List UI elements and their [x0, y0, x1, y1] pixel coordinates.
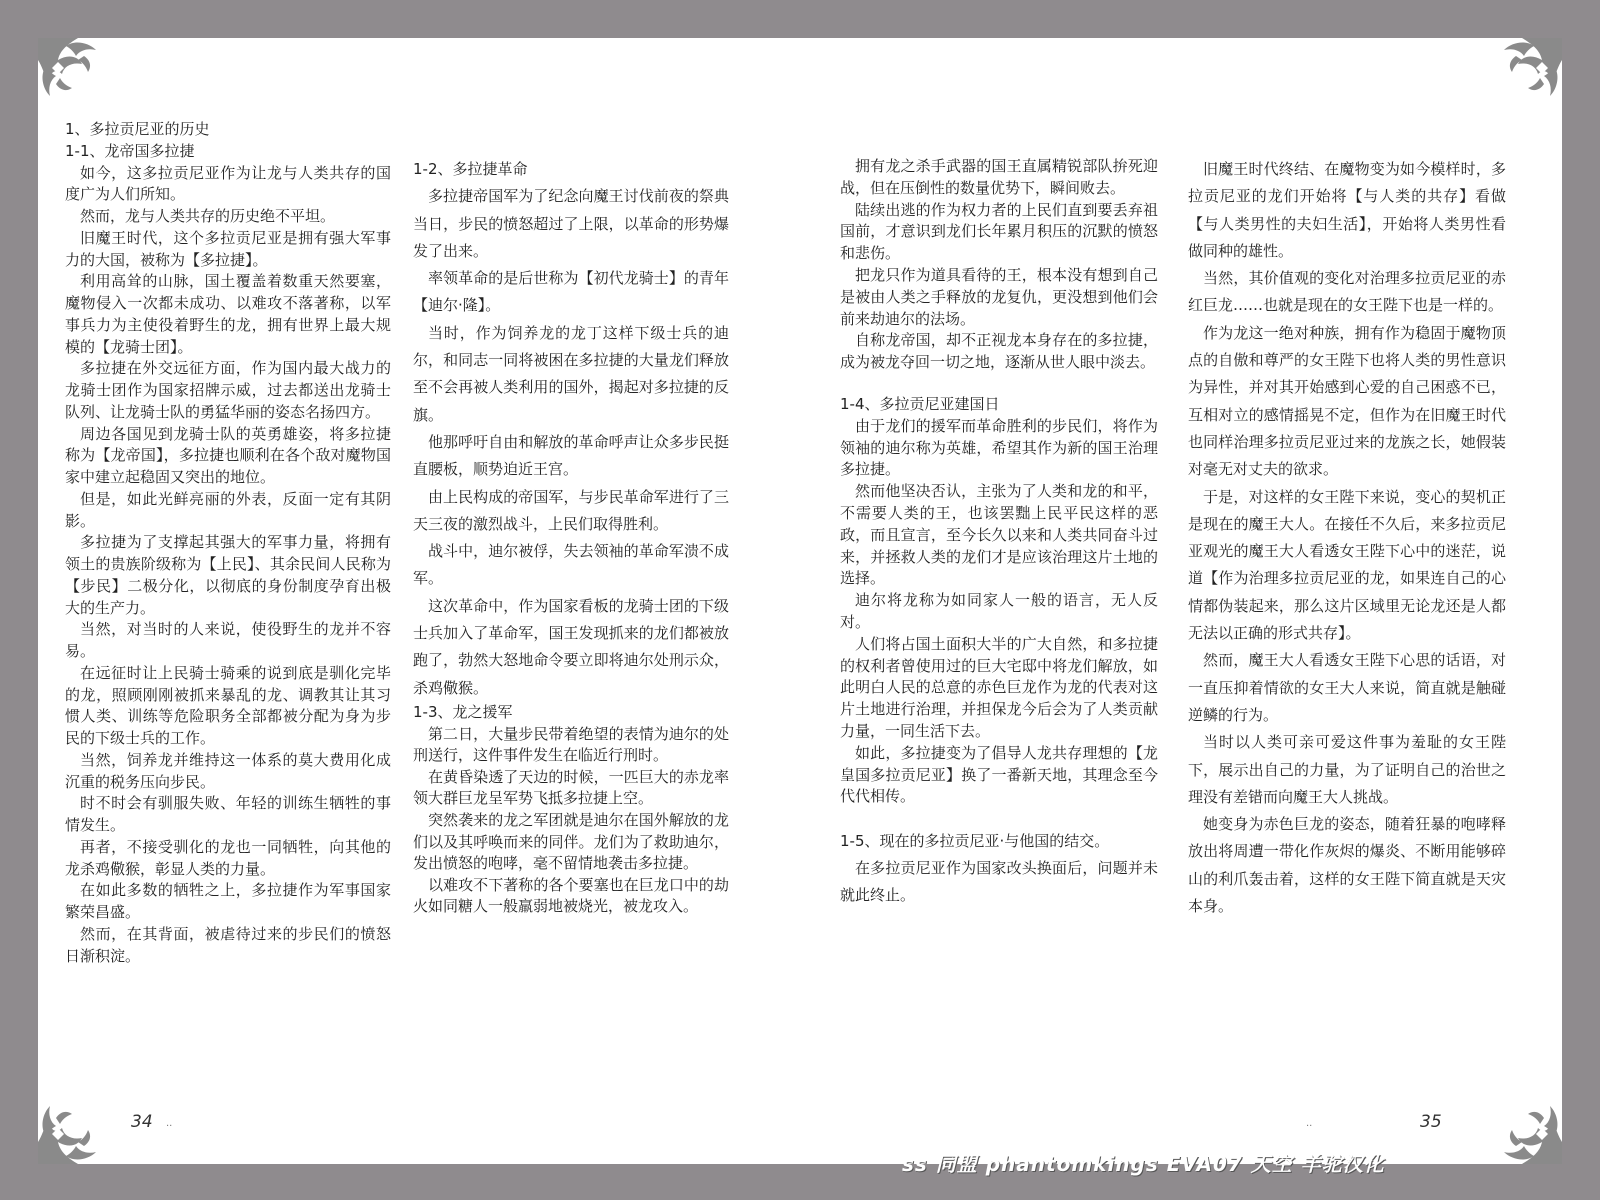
tribal-corner-ornament-icon [1490, 1092, 1562, 1164]
paragraph: 由于龙们的援军而革命胜利的步民们，将作为领袖的迪尔称为英雄，希望其作为新的国王治理多拉捷。 [840, 416, 1158, 479]
paragraph: 旧魔王时代终结、在魔物变为如今模样时，多拉贡尼亚的龙们开始将【与人类的共存】看做【与人类男性的夫妇生活】，开始将人类男性看做同种的雄性。 [1188, 160, 1506, 260]
subsection-heading: 1-5、现在的多拉贡尼亚·与他国的结交。 [840, 832, 1110, 851]
paragraph: 当时，作为饲养龙的龙丁这样下级士兵的迪尔，和同志一同将被困在多拉捷的大量龙们释放至不会再被人类利用的国外，揭起对多拉捷的反旗。 [413, 323, 729, 424]
right-column-1 [840, 156, 1158, 909]
paragraph: 于是，对这样的女王陛下来说，变心的契机正是现在的魔王大人。在接任不久后，来多拉贡尼亚观光的魔王大人看透女王陛下心中的迷茫，说道【作为治理多拉贡尼亚的龙，如果连自己的心情都伪装起来，那么这片区域里无论龙还是人都无法以正确的形式共存】。 [1188, 487, 1506, 643]
tribal-corner-ornament-icon [38, 38, 110, 110]
left-page [38, 38, 800, 1164]
paragraph: 然而，魔王大人看透女王陛下心思的话语，对一直压抑着情欲的女王大人来说，简直就是触碰逆鳞的行为。 [1188, 651, 1506, 724]
paragraph: 他那呼吁自由和解放的革命呼声让众多步民挺直腰板，顺势迫近王宫。 [413, 432, 729, 479]
section-1-3-block [413, 702, 729, 918]
paragraph: 由上民构成的帝国军，与步民革命军进行了三天三夜的激烈战斗，上民们取得胜利。 [413, 487, 729, 533]
subsection-heading: 1-3、龙之援军 [413, 702, 513, 721]
paragraph: 然而，在其背面，被虐待过来的步民们的愤怒日渐积淀。 [65, 924, 391, 965]
paragraph: 然而，龙与人类共存的历史绝不平坦。 [80, 207, 336, 225]
subsection-heading: 1-4、多拉贡尼亚建国日 [840, 394, 1000, 413]
tribal-corner-ornament-icon [1490, 38, 1562, 110]
paragraph: 周边各国见到龙骑士队的英勇雄姿，将多拉捷称为【龙帝国】，多拉捷也顺利在各个敌对魔物国家中建立起稳固又突出的地位。 [65, 424, 391, 486]
paragraph: 如今，这多拉贡尼亚作为让龙与人类共存的国度广为人们所知。 [65, 163, 391, 204]
paragraph: 率领革命的是后世称为【初代龙骑士】的青年【迪尔·隆】。 [413, 269, 729, 315]
paragraph: 在如此多数的牺牲之上，多拉捷作为军事国家繁荣昌盛。 [65, 881, 391, 921]
paragraph: 她变身为赤色巨龙的姿态，随着狂暴的咆哮释放出将周遭一带化作灰烬的爆炎、不断用能够碎山的利爪轰击着，这样的女王陛下简直就是天灾本身。 [1188, 815, 1506, 916]
book-spread [38, 38, 1562, 1164]
page-dots-right: .. [1306, 1118, 1313, 1129]
paragraph: 时不时会有驯服失败、年轻的训练生牺牲的事情发生。 [65, 794, 391, 834]
paragraph: 迪尔将龙称为如同家人一般的语言，无人反对。 [840, 591, 1158, 631]
paragraph: 战斗中，迪尔被俘，失去领袖的革命军溃不成军。 [413, 542, 729, 588]
paragraph: 当然，其价值观的变化对治理多拉贡尼亚的赤红巨龙……也就是现在的女王陛下也是一样的。 [1188, 269, 1506, 315]
paragraph: 作为龙这一绝对种族，拥有作为稳固于魔物顶点的自傲和尊严的女王陛下也将人类的男性意识为异性，并对其开始感到心爱的自己困惑不已，互相对立的感情摇晃不定，但作为在旧魔王时代也同样治理多拉贡尼亚过来的龙族之长，她假装对毫无对丈夫的欲求。 [1188, 323, 1506, 479]
paragraph: 自称龙帝国，却不正视龙本身存在的多拉捷，成为被龙夺回一切之地，逐渐从世人眼中淡去。 [840, 331, 1158, 372]
right-column-2 [1188, 156, 1506, 920]
section-heading: 1、多拉贡尼亚的历史 [65, 120, 210, 138]
paragraph: 人们将占国土面积大半的广大自然，和多拉捷的权利者曾使用过的巨大宅邸中将龙们解放，如此明白人民的总意的赤色巨龙作为龙的代表对这片土地进行治理，并担保龙今后会为了人类贡献力量，一同生活下去。 [840, 634, 1158, 740]
section-1-5-block [840, 828, 1158, 909]
paragraph: 多拉捷帝国军为了纪念向魔王讨伐前夜的祭典当日，步民的愤怒超过了上限，以革命的形势爆发了出来。 [413, 187, 729, 260]
left-column-2 [413, 156, 729, 918]
subsection-heading: 1-2、多拉捷革命 [413, 160, 528, 178]
paragraph: 当然，饲养龙并维持这一体系的莫大费用化成沉重的税务压向步民。 [65, 750, 391, 791]
paragraph: 再者，不接受驯化的龙也一同牺牲，向其他的龙杀鸡儆猴，彰显人类的力量。 [65, 837, 391, 878]
paragraph: 利用高耸的山脉，国土覆盖着数重天然要塞，魔物侵入一次都未成功、以难攻不落著称，以军事兵力为主使役着野生的龙，拥有世界上最大规模的【龙骑士团】。 [65, 272, 391, 356]
paragraph: 这次革命中，作为国家看板的龙骑士团的下级士兵加入了革命军，国王发现抓来的龙们都被放跑了，勃然大怒地命令要立即将迪尔处刑示众，杀鸡儆猴。 [413, 596, 729, 697]
paragraph: 陆续出逃的作为权力者的上民们直到要丢弃祖国前，才意识到龙们长年累月积压的沉默的愤怒和悲伤。 [840, 200, 1158, 263]
page-number-right: 35 [1420, 1112, 1442, 1132]
paragraph: 在远征时让上民骑士骑乘的说到底是驯化完毕的龙，照顾刚刚被抓来暴乱的龙、调教其让其习惯人类、训练等危险职务全部都被分配为身为步民的下级士兵的工作。 [65, 663, 391, 747]
tribal-corner-ornament-icon [38, 1092, 110, 1164]
paragraph: 如此，多拉捷变为了倡导人龙共存理想的【龙皇国多拉贡尼亚】换了一番新天地，其理念至今代代相传。 [840, 743, 1158, 806]
paragraph: 把龙只作为道具看待的王，根本没有想到自己是被由人类之手释放的龙复仇，更没想到他们会前来劫迪尔的法场。 [840, 265, 1158, 328]
left-column-1 [65, 119, 391, 967]
paragraph: 在多拉贡尼亚作为国家改头换面后，问题并未就此终止。 [840, 859, 1158, 905]
paragraph: 然而他坚决否认，主张为了人类和龙的和平，不需要人类的王，也该罢黜上民平民这样的恶政，而且宣言，至今长久以来和人类共同奋斗过来，并拯救人类的龙们才是应该治理这片土地的选择。 [840, 482, 1158, 588]
paragraph: 多拉捷为了支撑起其强大的军事力量，将拥有领土的贵族阶级称为【上民】、其余民间人民称为【步民】二极分化，以彻底的身份制度孕育出极大的生产力。 [65, 533, 391, 617]
subsection-heading: 1-1、龙帝国多拉捷 [65, 141, 195, 160]
right-page [800, 38, 1562, 1164]
page-number-left: 34 [131, 1112, 153, 1132]
paragraph: 第二日，大量步民带着绝望的表情为迪尔的处刑送行，这件事件发生在临近行刑时。 [413, 724, 729, 765]
paragraph: 当然，对当时的人来说，使役野生的龙并不容易。 [65, 620, 391, 660]
paragraph: 旧魔王时代，这个多拉贡尼亚是拥有强大军事力的大国，被称为【多拉捷】。 [65, 228, 391, 269]
paragraph: 突然袭来的龙之军团就是迪尔在国外解放的龙们以及其呼唤而来的同伴。龙们为了救助迪尔，发出愤怒的咆哮，毫不留情地袭击多拉捷。 [413, 810, 729, 873]
page-dots-left: .. [166, 1118, 173, 1129]
paragraph: 当时以人类可亲可爱这件事为羞耻的女王陛下，展示出自己的力量，为了证明自己的治世之理没有差错而向魔王大人挑战。 [1188, 733, 1506, 806]
paragraph: 拥有龙之杀手武器的国王直属精锐部队拚死迎战，但在压倒性的数量优势下，瞬间败去。 [840, 157, 1158, 197]
paragraph: 但是，如此光鲜亮丽的外表，反面一定有其阴影。 [65, 489, 391, 530]
translation-credit: ss 同盟 phantomkings EVA07 天空 羊驼汉化 [902, 1152, 1385, 1176]
paragraph: 在黄昏染透了天边的时候，一匹巨大的赤龙率领大群巨龙呈军势飞抵多拉捷上空。 [413, 767, 729, 808]
paragraph: 以难攻不下著称的各个要塞也在巨龙口中的劫火如同糖人一般羸弱地被烧光，被龙攻入。 [413, 875, 729, 916]
paragraph: 多拉捷在外交远征方面，作为国内最大战力的龙骑士团作为国家招牌示威，过去都送出龙骑士队列、让龙骑士队的勇猛华丽的姿态名扬四方。 [65, 359, 391, 421]
